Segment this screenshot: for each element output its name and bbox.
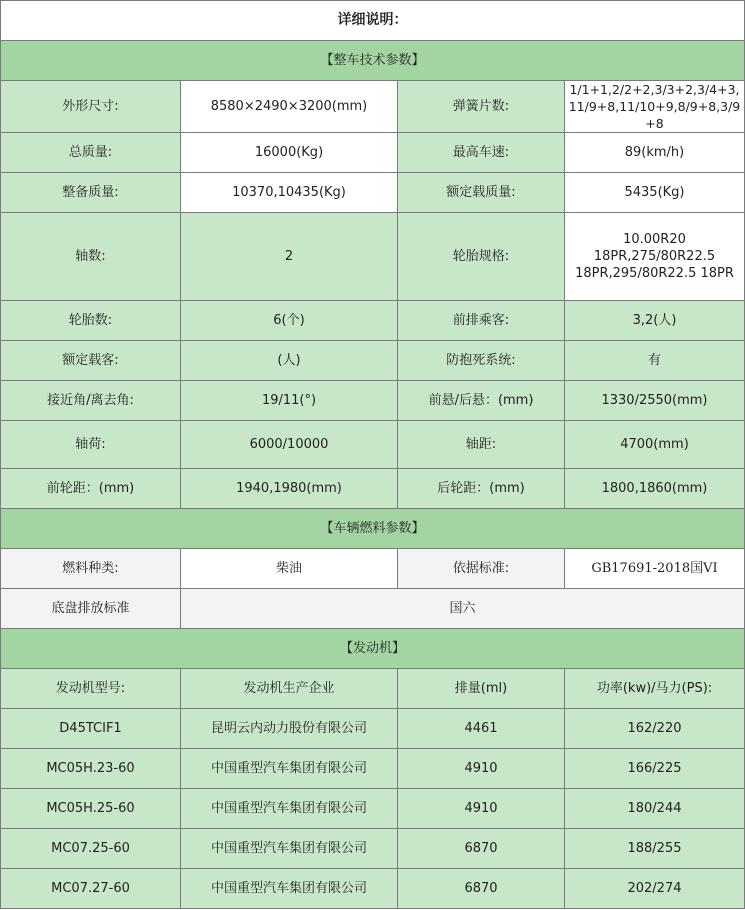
header-engine-model: 发动机型号: <box>1 669 181 709</box>
section-vehicle-params: 【整车技术参数】 <box>1 41 745 81</box>
section-fuel-params: 【车辆燃料参数】 <box>1 509 745 549</box>
table-row <box>1 549 745 589</box>
value-axle-load: 6000/10000 <box>181 421 398 469</box>
label-front-passengers: 前排乘客: <box>398 301 565 341</box>
engine-model: MC05H.25-60 <box>1 789 181 829</box>
value-approach-departure: 19/11(°) <box>181 381 398 421</box>
table-row <box>1 173 745 213</box>
value-max-speed: 89(km/h) <box>565 133 745 173</box>
label-tire-count: 轮胎数: <box>1 301 181 341</box>
value-axles: 2 <box>181 213 398 301</box>
value-tire-count: 6(个) <box>181 301 398 341</box>
label-axle-load: 轴荷: <box>1 421 181 469</box>
value-tire-spec: 10.00R20 18PR,275/80R22.5 18PR,295/80R22.5 18PR <box>565 213 745 301</box>
label-tire-spec: 轮胎规格: <box>398 213 565 301</box>
engine-maker: 中国重型汽车集团有限公司 <box>181 749 398 789</box>
engine-model: D45TCIF1 <box>1 709 181 749</box>
label-overhang: 前悬/后悬：(mm) <box>398 381 565 421</box>
table-row <box>1 789 745 829</box>
table-row <box>1 869 745 909</box>
table-row <box>1 421 745 469</box>
engine-maker: 昆明云内动力股份有限公司 <box>181 709 398 749</box>
table-row <box>1 709 745 749</box>
value-dimensions: 8580×2490×3200(mm) <box>181 81 398 133</box>
table-row <box>1 213 745 301</box>
table-row <box>1 589 745 629</box>
value-front-passengers: 3,2(人) <box>565 301 745 341</box>
label-rated-load: 额定载质量: <box>398 173 565 213</box>
label-rear-track: 后轮距：(mm) <box>398 469 565 509</box>
value-curb-weight: 10370,10435(Kg) <box>181 173 398 213</box>
value-front-track: 1940,1980(mm) <box>181 469 398 509</box>
header-displacement: 排量(ml) <box>398 669 565 709</box>
section-engine: 【发动机】 <box>1 629 745 669</box>
label-front-track: 前轮距：(mm) <box>1 469 181 509</box>
label-max-speed: 最高车速: <box>398 133 565 173</box>
engine-power: 188/255 <box>565 829 745 869</box>
header-power: 功率(kw)/马力(PS): <box>565 669 745 709</box>
label-wheelbase: 轴距: <box>398 421 565 469</box>
value-abs: 有 <box>565 341 745 381</box>
engine-maker: 中国重型汽车集团有限公司 <box>181 789 398 829</box>
page-title: 详细说明： <box>1 1 745 41</box>
value-fuel-type: 柴油 <box>181 549 398 589</box>
value-wheelbase: 4700(mm) <box>565 421 745 469</box>
label-approach-departure: 接近角/离去角: <box>1 381 181 421</box>
label-curb-weight: 整备质量: <box>1 173 181 213</box>
engine-displacement: 4910 <box>398 749 565 789</box>
value-total-mass: 16000(Kg) <box>181 133 398 173</box>
value-springs: 1/1+1,2/2+2,3/3+2,3/4+3,11/9+8,11/10+9,8/9+8,3/9+8 <box>565 81 745 133</box>
label-abs: 防抱死系统: <box>398 341 565 381</box>
table-row <box>1 81 745 133</box>
engine-model: MC07.25-60 <box>1 829 181 869</box>
label-total-mass: 总质量: <box>1 133 181 173</box>
label-dimensions: 外形尺寸: <box>1 81 181 133</box>
table-row <box>1 469 745 509</box>
label-standard: 依据标准: <box>398 549 565 589</box>
engine-maker: 中国重型汽车集团有限公司 <box>181 869 398 909</box>
table-row <box>1 829 745 869</box>
engine-power: 202/274 <box>565 869 745 909</box>
label-axles: 轴数: <box>1 213 181 301</box>
header-engine-maker: 发动机生产企业 <box>181 669 398 709</box>
engine-power: 162/220 <box>565 709 745 749</box>
value-standard: GB17691-2018国VI <box>565 549 745 589</box>
value-rated-load: 5435(Kg) <box>565 173 745 213</box>
table-row <box>1 749 745 789</box>
engine-header-row <box>1 669 745 709</box>
engine-displacement: 6870 <box>398 869 565 909</box>
value-chassis-emission: 国六 <box>181 589 745 629</box>
table-row <box>1 301 745 341</box>
label-springs: 弹簧片数: <box>398 81 565 133</box>
engine-displacement: 4910 <box>398 789 565 829</box>
table-row <box>1 341 745 381</box>
engine-model: MC07.27-60 <box>1 869 181 909</box>
label-chassis-emission: 底盘排放标准 <box>1 589 181 629</box>
engine-model: MC05H.23-60 <box>1 749 181 789</box>
engine-maker: 中国重型汽车集团有限公司 <box>181 829 398 869</box>
table-row <box>1 381 745 421</box>
engine-power: 166/225 <box>565 749 745 789</box>
engine-displacement: 4461 <box>398 709 565 749</box>
engine-displacement: 6870 <box>398 829 565 869</box>
table-row <box>1 133 745 173</box>
engine-power: 180/244 <box>565 789 745 829</box>
label-fuel-type: 燃料种类: <box>1 549 181 589</box>
label-rated-passengers: 额定载客: <box>1 341 181 381</box>
value-rated-passengers: (人) <box>181 341 398 381</box>
value-rear-track: 1800,1860(mm) <box>565 469 745 509</box>
value-overhang: 1330/2550(mm) <box>565 381 745 421</box>
